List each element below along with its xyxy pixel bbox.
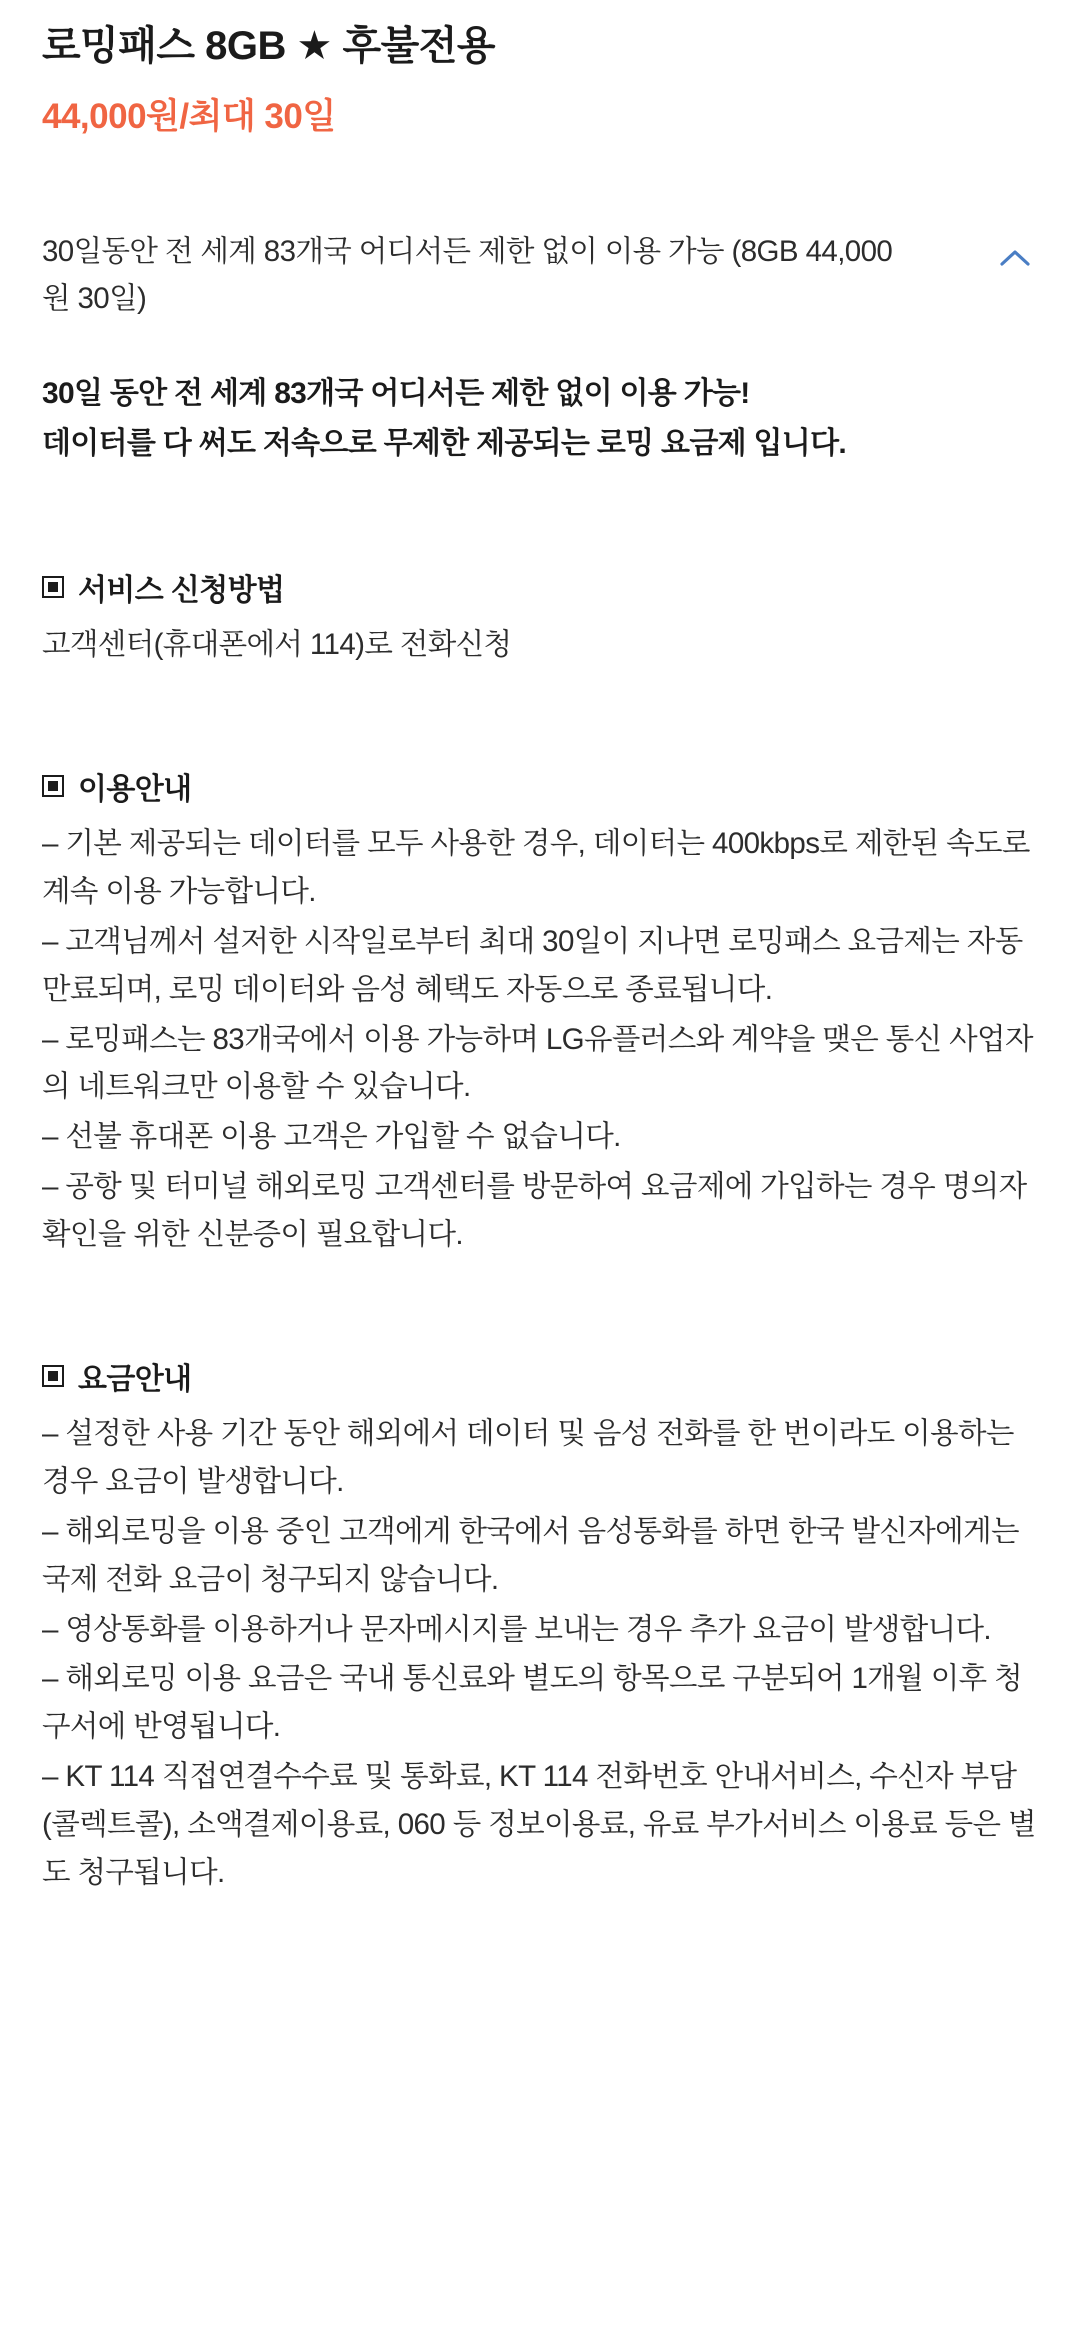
list-item: – 로밍패스는 83개국에서 이용 가능하며 LG유플러스와 계약을 맺은 통신 사업자의 네트워크만 이용할 수 있습니다. xyxy=(42,1022,1033,1104)
section-title xyxy=(42,565,1038,609)
list-item: – 설정한 사용 기간 동안 해외에서 데이터 및 음성 전화를 한 번이라도 이용하는 경우 요금이 발생합니다. xyxy=(42,1417,1014,1499)
list-item: – 해외로밍 이용 요금은 국내 통신료와 별도의 항목으로 구분되어 1개월 이후 청구서에 반영됩니다. xyxy=(42,1662,1022,1744)
section-title-label: 요금안내 xyxy=(78,1363,192,1397)
section-title xyxy=(42,764,1038,808)
section-title-label: 서비스 신청방법 xyxy=(78,573,285,607)
section-title-label: 이용안내 xyxy=(78,773,192,807)
square-bullet-icon xyxy=(42,1365,64,1387)
section-title xyxy=(42,1354,1038,1398)
page-title: 로밍패스 8GB ★ 후불전용 xyxy=(42,24,496,68)
product-price: 44,000원/최대 30일 xyxy=(42,97,336,136)
usage-guide-list xyxy=(42,820,1038,1258)
accordion-body xyxy=(0,369,1080,1936)
list-item: – 영상통화를 이용하거나 문자메시지를 보내는 경우 추가 요금이 발생합니다. xyxy=(42,1612,991,1646)
list-item: – 해외로밍을 이용 중인 고객에게 한국에서 음성통화를 하면 한국 발신자에게는 국제 전화 요금이 청구되지 않습니다. xyxy=(42,1515,1019,1596)
square-bullet-icon xyxy=(42,576,64,598)
bottom-spacer xyxy=(42,1896,1038,1936)
accordion-header[interactable] xyxy=(42,228,1038,324)
plan-highlight xyxy=(42,369,1038,469)
section-usage-guide xyxy=(42,764,1038,1258)
list-item: – 기본 제공되는 데이터를 모두 사용한 경우, 데이터는 400kbps로 제한된 속도로 계속 이용 가능합니다. xyxy=(42,827,1030,909)
list-item: – 고객님께서 설저한 시작일로부터 최대 30일이 지나면 로밍패스 요금제는 자동 만료되며, 로밍 데이터와 음성 혜택도 자동으로 종료됩니다. xyxy=(42,925,1023,1006)
product-header xyxy=(0,0,1080,140)
list-item: – 공항 및 터미널 해외로밍 고객센터를 방문하여 요금제에 가입하는 경우 명의자 확인을 위한 신분증이 필요합니다. xyxy=(42,1169,1027,1251)
chevron-up-icon[interactable] xyxy=(992,236,1038,282)
square-bullet-icon xyxy=(42,775,64,797)
plan-description-accordion[interactable] xyxy=(0,228,1080,324)
fee-guide-list xyxy=(42,1410,1038,1896)
section-paragraph: 고객센터(휴대폰에서 114)로 전화신청 xyxy=(42,627,512,661)
section-fee-guide xyxy=(42,1354,1038,1896)
list-item: – 선불 휴대폰 이용 고객은 가입할 수 없습니다. xyxy=(42,1120,621,1154)
list-item: – KT 114 직접연결수수료 및 통화료, KT 114 전화번호 안내서비스, 수신자 부담(콜렉트콜), 소액결제이용료, 060 등 정보이용료, 유료 부가서비스 이용료 등은 별도 청구됩니다. xyxy=(42,1759,1036,1889)
plan-highlight-line-1: 30일 동안 전 세계 83개국 어디서든 제한 없이 이용 가능! xyxy=(42,377,750,411)
plan-highlight-line-2: 데이터를 다 써도 저속으로 무제한 제공되는 로밍 요금제 입니다. xyxy=(42,426,846,460)
accordion-summary-text: 30일동안 전 세계 83개국 어디서든 제한 없이 이용 가능 (8GB 44,000원 30일) xyxy=(42,234,893,316)
section-application-method xyxy=(42,565,1038,669)
